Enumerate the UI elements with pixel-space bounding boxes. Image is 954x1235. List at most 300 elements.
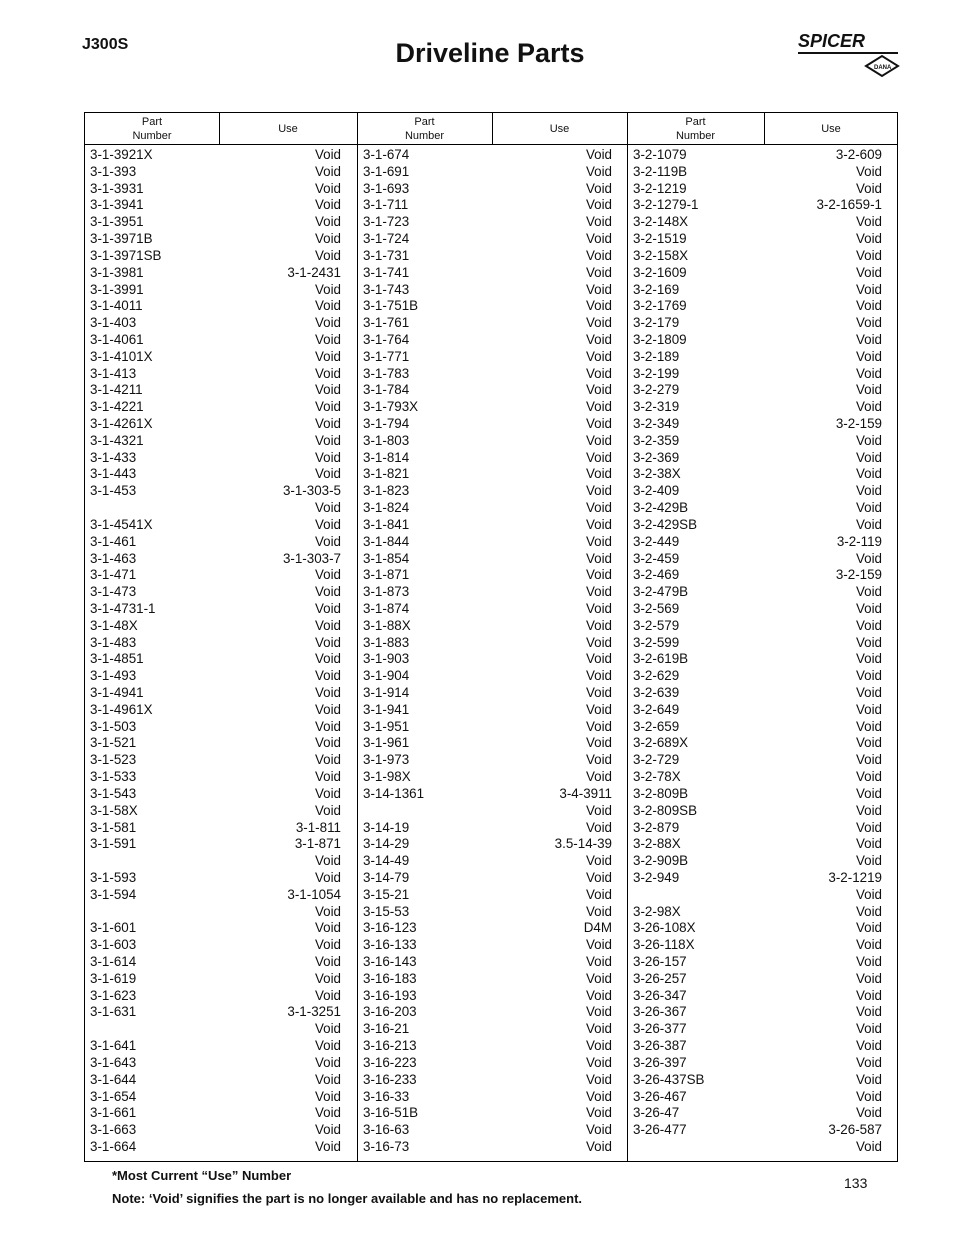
table-row: [628, 500, 898, 517]
table-row: [628, 702, 898, 719]
use-value: Void: [855, 600, 882, 616]
use-value: Void: [855, 987, 882, 1003]
table-row: [85, 534, 357, 551]
part-number: 3-1-691: [363, 163, 410, 179]
column-group-2: [358, 147, 628, 1156]
part-number: 3-26-108X: [633, 920, 696, 936]
part-number: 3-1-591: [90, 836, 137, 852]
table-row: [85, 1021, 357, 1038]
table-row: [358, 1122, 628, 1139]
part-number: 3-2-78X: [633, 769, 681, 785]
part-number: 3-1-4941: [90, 685, 144, 700]
use-value: Void: [855, 1054, 882, 1070]
use-value: Void: [585, 600, 612, 616]
part-number: 3-1-443: [90, 466, 137, 482]
use-value: Void: [314, 1021, 341, 1037]
table-row: [358, 920, 628, 937]
table-row: [358, 769, 628, 786]
part-number: 3-1-644: [90, 1071, 137, 1087]
table-row: [85, 803, 357, 820]
part-number: 3-1-58X: [90, 802, 138, 818]
part-number: 3-16-51B: [363, 1105, 419, 1121]
table-row: [628, 803, 898, 820]
part-number: 3-1-3981: [90, 264, 144, 280]
part-number: 3-16-193: [363, 987, 417, 1003]
part-number: 3-1-603: [90, 937, 137, 953]
part-number: 3-2-1809: [633, 331, 687, 347]
part-number: 3-1-619: [90, 970, 137, 986]
use-value: Void: [855, 399, 882, 415]
use-value: Void: [855, 937, 882, 953]
part-number: 3-2-359: [633, 432, 680, 448]
table-row: [628, 769, 898, 786]
table-row: [628, 735, 898, 752]
table-row: [358, 197, 628, 214]
footnote: *Most Current “Use” Number: [112, 1168, 292, 1183]
part-number: 3-1-841: [363, 516, 410, 532]
part-number: 3-2-319: [633, 399, 680, 415]
use-value: 3.5-14-39: [554, 836, 612, 852]
use-value: Void: [314, 600, 341, 616]
table-row: [85, 567, 357, 584]
use-value: Void: [855, 315, 882, 331]
table-row: [628, 214, 898, 231]
spicer-logo-text: SPICER: [798, 31, 866, 51]
table-row: [628, 265, 898, 282]
part-number: 3-1-814: [363, 449, 410, 465]
part-number: 3-2-579: [633, 617, 680, 633]
table-row: [85, 853, 357, 870]
use-value: Void: [855, 483, 882, 499]
table-row: [628, 197, 898, 214]
table-row: [85, 517, 357, 534]
part-number: 3-1-4731-1: [90, 600, 156, 616]
table-row: [85, 282, 357, 299]
part-number: 3-26-47: [633, 1105, 680, 1121]
table-row: [628, 382, 898, 399]
part-number: 3-16-233: [363, 1071, 417, 1087]
part-number: 3-1-674: [363, 147, 410, 162]
use-value: Void: [855, 231, 882, 247]
use-value: Void: [855, 466, 882, 482]
use-value: Void: [314, 348, 341, 364]
part-number: 3-1-471: [90, 567, 137, 583]
use-value: Void: [314, 331, 341, 347]
part-number: 3-26-367: [633, 1004, 687, 1020]
table-row: [358, 450, 628, 467]
part-number: 3-1-461: [90, 533, 137, 549]
use-value: 3-1-2431: [287, 264, 341, 280]
use-value: 3-2-119: [836, 533, 882, 549]
table-row: [628, 719, 898, 736]
use-value: Void: [585, 937, 612, 953]
use-value: Void: [585, 231, 612, 247]
table-row: [85, 265, 357, 282]
table-row: [628, 231, 898, 248]
part-number: 3-1-783: [363, 365, 410, 381]
part-number: 3-1-903: [363, 651, 410, 667]
table-row: [628, 248, 898, 265]
part-number: 3-14-49: [363, 853, 410, 869]
part-number: 3-14-79: [363, 869, 410, 885]
table-row: [85, 601, 357, 618]
part-number: 3-1-743: [363, 281, 410, 297]
part-number: 3-26-437SB: [633, 1071, 705, 1087]
use-value: Void: [314, 432, 341, 448]
part-number: 3-1-453: [90, 483, 137, 499]
part-number: 3-2-729: [633, 752, 680, 768]
use-value: Void: [855, 735, 882, 751]
part-number: 3-1-904: [363, 668, 410, 684]
use-value: Void: [585, 769, 612, 785]
use-value: Void: [585, 634, 612, 650]
table-row: [85, 349, 357, 366]
part-number: 3-1-543: [90, 785, 137, 801]
use-value: Void: [585, 752, 612, 768]
part-number: 3-1-493: [90, 668, 137, 684]
use-value: Void: [855, 550, 882, 566]
part-number: 3-1-581: [90, 819, 137, 835]
table-row: [85, 1105, 357, 1122]
use-value: Void: [855, 214, 882, 230]
table-row: [628, 887, 898, 904]
part-number: 3-1-693: [363, 180, 410, 196]
part-number: 3-1-631: [90, 1004, 137, 1020]
part-number: 3-15-21: [363, 886, 410, 902]
table-row: [358, 433, 628, 450]
table-row: [85, 735, 357, 752]
use-value: Void: [314, 533, 341, 549]
part-number: 3-2-148X: [633, 214, 689, 230]
part-number: 3-1-393: [90, 163, 137, 179]
part-number: 3-1-874: [363, 600, 410, 616]
part-number: 3-2-179: [633, 315, 680, 331]
table-row: [358, 517, 628, 534]
use-value: Void: [855, 1021, 882, 1037]
table-row: [358, 937, 628, 954]
part-number: 3-1-4211: [90, 382, 143, 398]
part-number: 3-2-88X: [633, 836, 681, 852]
table-row: [358, 635, 628, 652]
use-value: Void: [314, 701, 341, 717]
use-value: Void: [585, 1054, 612, 1070]
part-number-header: Part Number: [132, 115, 172, 142]
table-row: [85, 1072, 357, 1089]
part-number: 3-1-951: [363, 718, 410, 734]
use-value: 3-1-303-5: [282, 483, 341, 499]
use-value: Void: [585, 247, 612, 263]
use-value: Void: [855, 769, 882, 785]
table-row: [628, 820, 898, 837]
table-row: [85, 937, 357, 954]
table-row: [85, 719, 357, 736]
table-row: [628, 651, 898, 668]
use-value: Void: [585, 416, 612, 431]
table-row: [628, 349, 898, 366]
table-row: [85, 685, 357, 702]
use-value: Void: [585, 1138, 612, 1154]
table-row: [628, 181, 898, 198]
table-row: [358, 786, 628, 803]
part-number: 3-1-4541X: [90, 516, 153, 532]
table-row: [358, 534, 628, 551]
table-row: [358, 147, 628, 164]
table-row: [628, 1122, 898, 1139]
part-number: 3-1-741: [363, 264, 410, 280]
table-row: [358, 702, 628, 719]
use-value: Void: [585, 1088, 612, 1104]
table-row: [358, 601, 628, 618]
use-value: Void: [855, 1105, 882, 1121]
table-row: [85, 298, 357, 315]
use-value: Void: [585, 432, 612, 448]
part-number: 3-16-73: [363, 1138, 410, 1154]
table-row: [85, 399, 357, 416]
use-value: Void: [585, 987, 612, 1003]
part-number: 3-2-809SB: [633, 802, 698, 818]
part-number: 3-1-463: [90, 550, 137, 566]
table-row: [85, 366, 357, 383]
part-number: 3-1-4851: [90, 651, 144, 667]
table-row: [628, 1004, 898, 1021]
use-value: Void: [855, 970, 882, 986]
part-number: 3-1-3941: [90, 197, 144, 213]
table-row: [85, 584, 357, 601]
table-row: [628, 954, 898, 971]
use-value: 3-4-3911: [559, 785, 612, 801]
table-row: [358, 853, 628, 870]
part-number: 3-2-98X: [633, 903, 681, 919]
use-value: Void: [314, 247, 341, 263]
part-number: 3-1-823: [363, 483, 410, 499]
part-number: 3-26-157: [633, 954, 687, 969]
part-number: 3-1-663: [90, 1122, 137, 1138]
use-value: Void: [855, 802, 882, 818]
part-number: 3-16-183: [363, 970, 417, 986]
column-group-1: [85, 147, 357, 1156]
table-row: [358, 803, 628, 820]
table-row: [85, 618, 357, 635]
table-row: [628, 1021, 898, 1038]
use-value: Void: [314, 567, 341, 583]
use-value: Void: [314, 785, 341, 801]
table-row: [358, 971, 628, 988]
use-value: Void: [314, 869, 341, 885]
use-value: Void: [585, 1105, 612, 1121]
part-number: 3-1-3971B: [90, 231, 153, 247]
part-number: 3-2-1079: [633, 147, 687, 162]
part-number: 3-1-4061: [90, 331, 144, 347]
dana-logo-text: DANA: [874, 65, 892, 71]
use-value: Void: [585, 533, 612, 549]
use-value: Void: [855, 163, 882, 179]
use-value: Void: [314, 735, 341, 751]
table-row: [358, 752, 628, 769]
table-row: [85, 248, 357, 265]
use-value: 3-26-587: [828, 1122, 882, 1138]
table-row: [628, 517, 898, 534]
use-value: Void: [314, 937, 341, 953]
part-number: 3-1-793X: [363, 399, 419, 415]
table-row: [628, 433, 898, 450]
use-value: Void: [314, 466, 341, 482]
table-row: [628, 315, 898, 332]
part-number: 3-1-973: [363, 752, 410, 768]
table-row: [358, 349, 628, 366]
table-row: [628, 1139, 898, 1156]
part-number: 3-1-521: [90, 735, 137, 751]
use-value: Void: [855, 617, 882, 633]
use-value: Void: [585, 954, 612, 969]
table-row: [358, 416, 628, 433]
use-value: Void: [314, 685, 341, 700]
use-value: Void: [855, 331, 882, 347]
table-row: [628, 668, 898, 685]
part-number: 3-1-764: [363, 331, 410, 347]
table-row: [85, 197, 357, 214]
use-value: Void: [314, 769, 341, 785]
use-value: Void: [314, 1088, 341, 1104]
use-value: Void: [314, 180, 341, 196]
table-row: [628, 399, 898, 416]
part-number: 3-2-469: [633, 567, 680, 583]
use-value: Void: [585, 483, 612, 499]
table-row: [628, 567, 898, 584]
part-number: 3-26-347: [633, 987, 687, 1003]
part-number: 3-2-619B: [633, 651, 689, 667]
table-row: [358, 181, 628, 198]
use-value: Void: [855, 819, 882, 835]
use-value: Void: [585, 180, 612, 196]
part-number: 3-2-479B: [633, 584, 689, 600]
table-row: [85, 904, 357, 921]
use-value: Void: [314, 802, 341, 818]
table-row: [85, 971, 357, 988]
part-number: 3-2-38X: [633, 466, 681, 482]
use-value: Void: [314, 315, 341, 331]
use-value: Void: [314, 970, 341, 986]
part-number: 3-26-377: [633, 1021, 687, 1037]
part-number: 3-2-909B: [633, 853, 689, 869]
use-value: Void: [314, 500, 341, 516]
table-row: [358, 366, 628, 383]
part-number: 3-2-1279-1: [633, 197, 699, 213]
part-number: 3-1-3931: [90, 180, 144, 196]
part-number: 3-26-257: [633, 970, 687, 986]
use-value: Void: [855, 853, 882, 869]
use-value: Void: [585, 1021, 612, 1037]
use-value: Void: [314, 516, 341, 532]
part-number: 3-2-409: [633, 483, 680, 499]
table-row: [628, 164, 898, 181]
use-value: Void: [585, 281, 612, 297]
part-number: 3-1-821: [363, 466, 410, 482]
table-row: [628, 920, 898, 937]
use-value: Void: [855, 920, 882, 936]
table-row: [628, 904, 898, 921]
part-number: 3-1-661: [90, 1105, 137, 1121]
part-number: 3-2-158X: [633, 247, 689, 263]
table-row: [358, 668, 628, 685]
table-row: [85, 147, 357, 164]
table-row: [628, 416, 898, 433]
use-value: Void: [585, 348, 612, 364]
table-row: [85, 466, 357, 483]
part-number: 3-1-483: [90, 634, 137, 650]
table-row: [85, 702, 357, 719]
table-row: [628, 752, 898, 769]
use-header: Use: [278, 122, 298, 135]
table-row: [85, 954, 357, 971]
part-number: 3-1-4221: [90, 399, 144, 415]
use-value: Void: [855, 1071, 882, 1087]
table-row: [358, 1139, 628, 1156]
part-number: 3-1-413: [90, 365, 137, 381]
part-number: 3-1-664: [90, 1138, 137, 1154]
use-value: Void: [585, 264, 612, 280]
part-number: 3-1-724: [363, 231, 410, 247]
part-number: 3-1-871: [363, 567, 410, 583]
table-row: [358, 904, 628, 921]
use-value: 3-2-159: [835, 416, 882, 431]
use-value: 3-1-811: [295, 819, 341, 835]
use-value: Void: [855, 365, 882, 381]
page-title: Driveline Parts: [395, 38, 585, 68]
use-value: Void: [314, 1138, 341, 1154]
table-row: [358, 1089, 628, 1106]
table-row: [358, 315, 628, 332]
part-number: 3-16-21: [363, 1021, 410, 1037]
use-value: Void: [585, 668, 612, 684]
table-row: [628, 1089, 898, 1106]
table-row: [85, 1055, 357, 1072]
part-number: 3-1-473: [90, 584, 137, 600]
use-value: Void: [314, 298, 341, 314]
use-value: Void: [855, 449, 882, 465]
use-value: Void: [314, 752, 341, 768]
part-number: 3-1-523: [90, 752, 137, 768]
use-value: Void: [585, 500, 612, 516]
part-number: 3-1-533: [90, 769, 137, 785]
use-value: Void: [855, 785, 882, 801]
table-row: [85, 551, 357, 568]
table-row: [628, 466, 898, 483]
use-value: Void: [314, 281, 341, 297]
use-value: Void: [314, 617, 341, 633]
use-value: Void: [314, 1122, 341, 1138]
part-number: 3-15-53: [363, 903, 410, 919]
table-row: [85, 315, 357, 332]
part-number: 3-1-503: [90, 718, 137, 734]
table-row: [358, 551, 628, 568]
use-value: Void: [855, 903, 882, 919]
table-row: [358, 399, 628, 416]
use-value: Void: [855, 1038, 882, 1054]
part-number: 3-1-594: [90, 886, 137, 902]
table-row: [358, 887, 628, 904]
part-number: 3-2-649: [633, 701, 680, 717]
table-row: [628, 786, 898, 803]
part-number: 3-14-29: [363, 836, 410, 852]
part-number: 3-1-803: [363, 432, 410, 448]
table-row: [85, 332, 357, 349]
table-row: [628, 971, 898, 988]
use-value: Void: [314, 1105, 341, 1121]
part-number: 3-2-659: [633, 718, 680, 734]
use-value: Void: [585, 197, 612, 213]
table-row: [85, 668, 357, 685]
table-row: [628, 836, 898, 853]
